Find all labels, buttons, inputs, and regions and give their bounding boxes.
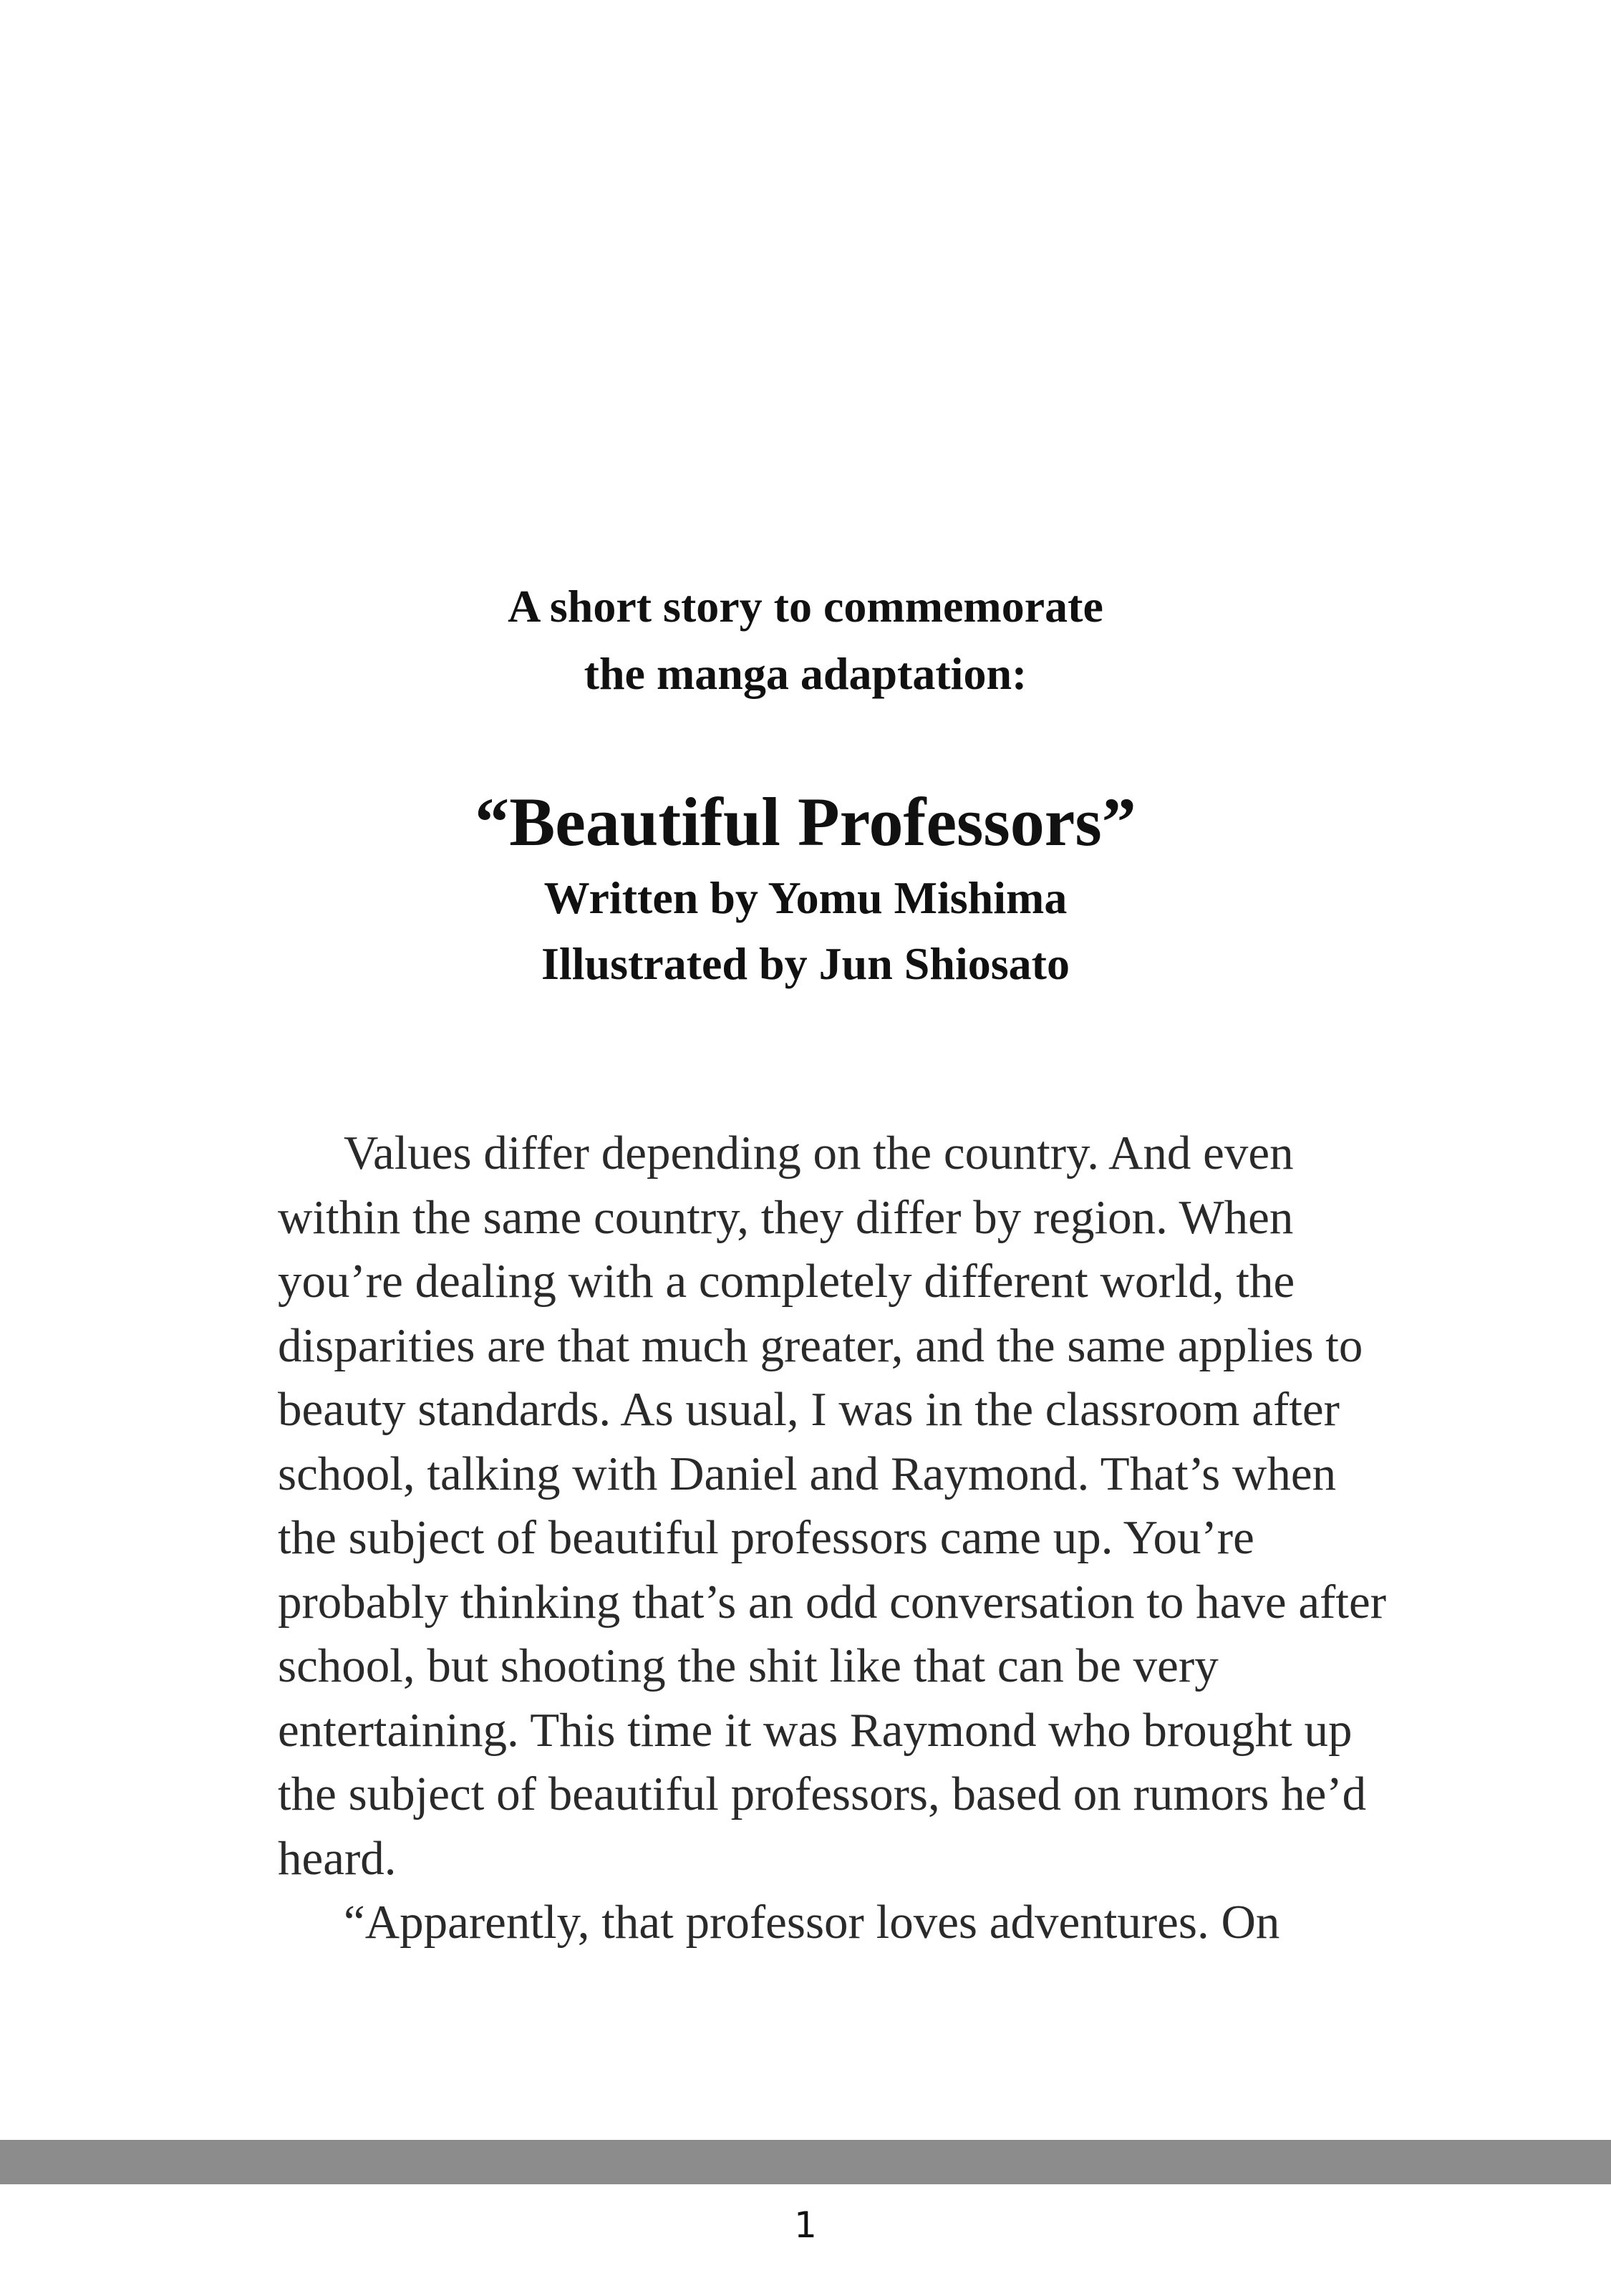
page-number: 1 [794, 2204, 817, 2246]
author-credit: Written by Yomu Mishima [543, 872, 1068, 923]
story-title: “Beautiful Professors” [475, 783, 1136, 860]
story-subtitle [0, 573, 1611, 708]
subtitle-line-2: the manga adaptation: [584, 648, 1027, 699]
body-paragraph-2: “Apparently, that professor loves adventures. On [344, 1896, 1280, 1949]
footer-bar [0, 2140, 1611, 2184]
body-paragraph-1: Values differ depending on the country. And even within the same country, they differ by region. When you’re dealing with a completely different world, the disparities are that much greater, and the same applies to beauty standards. As usual, I was in the classroom after school, talking with Daniel and Raymond. That’s when the subject of beautiful professors came up. You’re probably thinking that’s an odd conversation to have after school, but shooting the shit like that can be very entertaining. This time it was Raymond who brought up the subject of beautiful professors, based on rumors he’d heard. [278, 1127, 1387, 1885]
illustrator-credit: Illustrated by Jun Shiosato [541, 938, 1070, 989]
story-body [278, 1122, 1395, 1955]
subtitle-line-1: A short story to commemorate [508, 581, 1103, 632]
byline [0, 865, 1611, 997]
